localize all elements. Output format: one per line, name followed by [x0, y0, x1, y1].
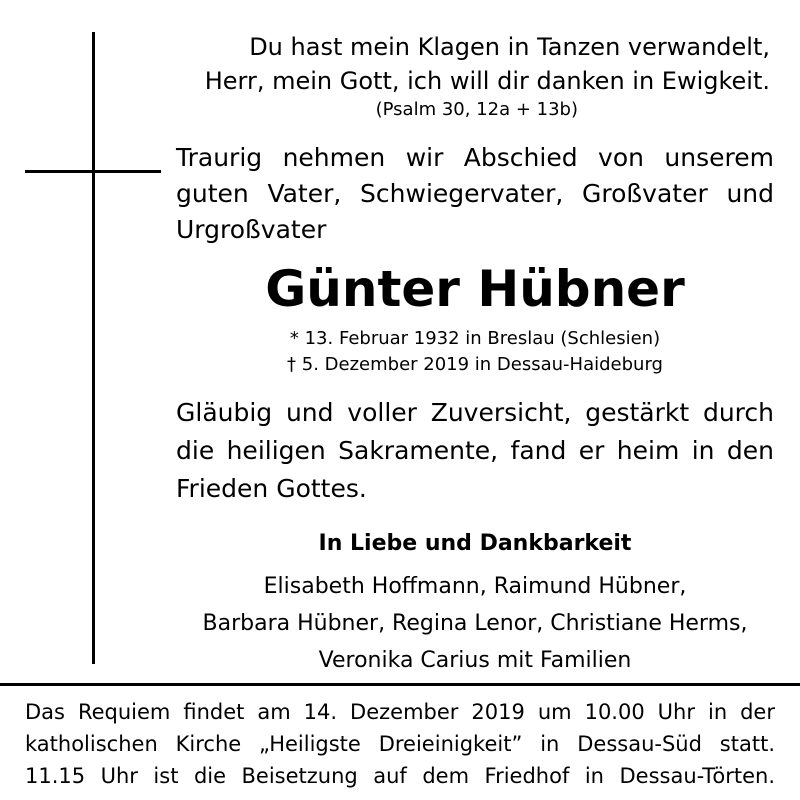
psalm-line-1: Du hast mein Klagen in Tanzen verwandelt,: [249, 33, 770, 61]
farewell-text: [176, 140, 774, 248]
faith-line-3: Frieden Gottes.: [176, 474, 367, 503]
service-info: [25, 696, 775, 792]
farewell-line-1: Traurig nehmen wir Abschied von unserem: [176, 143, 774, 172]
life-dates: [176, 326, 774, 378]
mourners-heading: In Liebe und Dankbarkeit: [318, 531, 632, 556]
psalm-quote: [150, 30, 770, 122]
mourners-line-2: Barbara Hübner, Regina Lenor, Christiane Herms,: [202, 611, 748, 636]
cross-icon-horizontal-bar: [25, 170, 161, 173]
psalm-reference: (Psalm 30, 12a + 13b): [375, 99, 578, 120]
divider-rule: [0, 683, 800, 686]
psalm-line-2: Herr, mein Gott, ich will dir danken in Ewigkeit.: [204, 67, 770, 95]
faith-line-2: die heiligen Sakramente, fand er heim in den: [176, 436, 774, 465]
faith-text: [176, 394, 774, 508]
death-date: † 5. Dezember 2019 in Dessau-Haideburg: [287, 354, 663, 375]
mourners-line-3: Veronika Carius mit Familien: [318, 648, 632, 673]
service-line-1: Das Requiem findet am 14. Dezember 2019 um 10.00 Uhr in der: [25, 700, 775, 724]
farewell-line-2: guten Vater, Schwiegervater, Großvater und: [176, 179, 774, 208]
cross-icon-vertical-bar: [92, 32, 95, 664]
deceased-name: Günter Hübner: [265, 260, 685, 318]
birth-date: * 13. Februar 1932 in Breslau (Schlesien): [289, 328, 661, 349]
service-line-3: 11.15 Uhr ist die Beisetzung auf dem Friedhof in Dessau-Törten.: [25, 764, 775, 788]
farewell-line-3: Urgroßvater: [176, 215, 327, 244]
faith-line-1: Gläubig und voller Zuversicht, gestärkt durch: [176, 398, 774, 427]
mourners-line-1: Elisabeth Hoffmann, Raimund Hübner,: [263, 574, 687, 599]
service-line-2: katholischen Kirche „Heiligste Dreieinigkeit” in Dessau-Süd statt.: [25, 732, 775, 756]
mourners-list: [176, 568, 774, 679]
